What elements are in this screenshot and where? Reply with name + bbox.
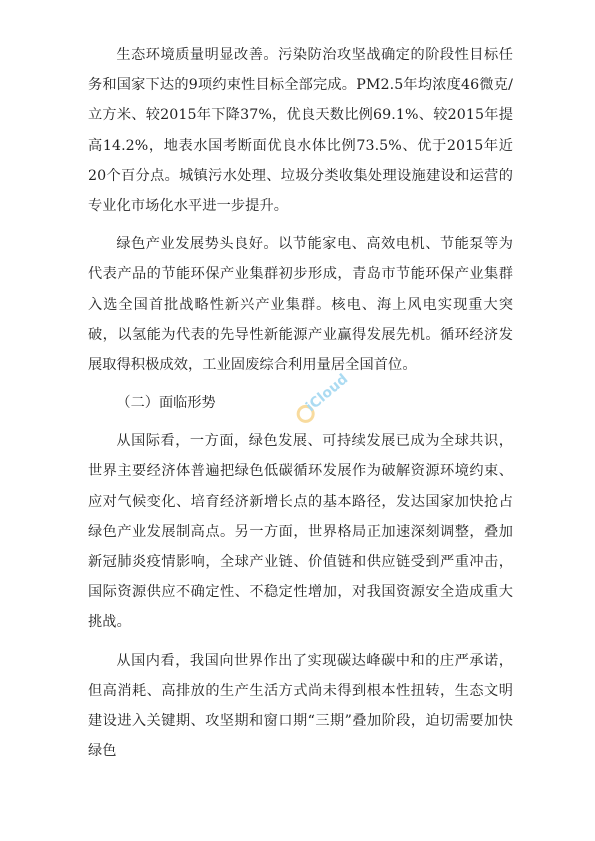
paragraph-domestic: 从国内看，我国向世界作出了实现碳达峰碳中和的庄严承诺，但高消耗、高排放的生产生活方式尚未得到根本性扭转，生态文明建设进入关键期、攻坚期和窗口期“三期”叠加阶段，迫切需要加快绿色 <box>88 652 513 760</box>
paragraph-environment-quality: 生态环境质量明显改善。污染防治攻坚战确定的阶段性目标任务和国家下达的9项约束性目标全部完成。PM2.5年均浓度46微克/立方米、较2015年下降37%，优良天数比例69.1%、较2015年提高14.2%，地表水国考断面优良水体比例73.5%、优于2015年近20个百分点。城镇污水处理、垃圾分类收集处理设施建设和运营的专业化市场化水平进一步提升。 <box>88 47 513 215</box>
paragraph-international: 从国际看，一方面，绿色发展、可持续发展已成为全球共识，世界主要经济体普遍把绿色低碳循环发展作为破解资源环境约束、应对气候变化、培育经济新增长点的基本路径，发达国家加快抢占绿色产业发展制高点。另一方面，世界格局正加速深刻调整，叠加新冠肺炎疫情影响，全球产业链、价值链和供应链受到严重冲击，国际资源供应不确定性、不稳定性增加，对我国资源安全造成重大挑战。 <box>88 433 513 631</box>
document-body <box>88 40 513 766</box>
paragraph-green-industry: 绿色产业发展势头良好。以节能家电、高效电机、节能泵等为代表产品的节能环保产业集群初步形成，青岛市节能环保产业集群入选全国首批战略性新兴产业集群。核电、海上风电实现重大突破，以氢能为代表的先导性新能源产业赢得发展先机。循环经济发展取得积极成效，工业固废综合利用量居全国首位。 <box>88 236 513 374</box>
section-heading: （二）面临形势 <box>116 395 216 412</box>
watermark-text: iCloud <box>303 371 352 416</box>
